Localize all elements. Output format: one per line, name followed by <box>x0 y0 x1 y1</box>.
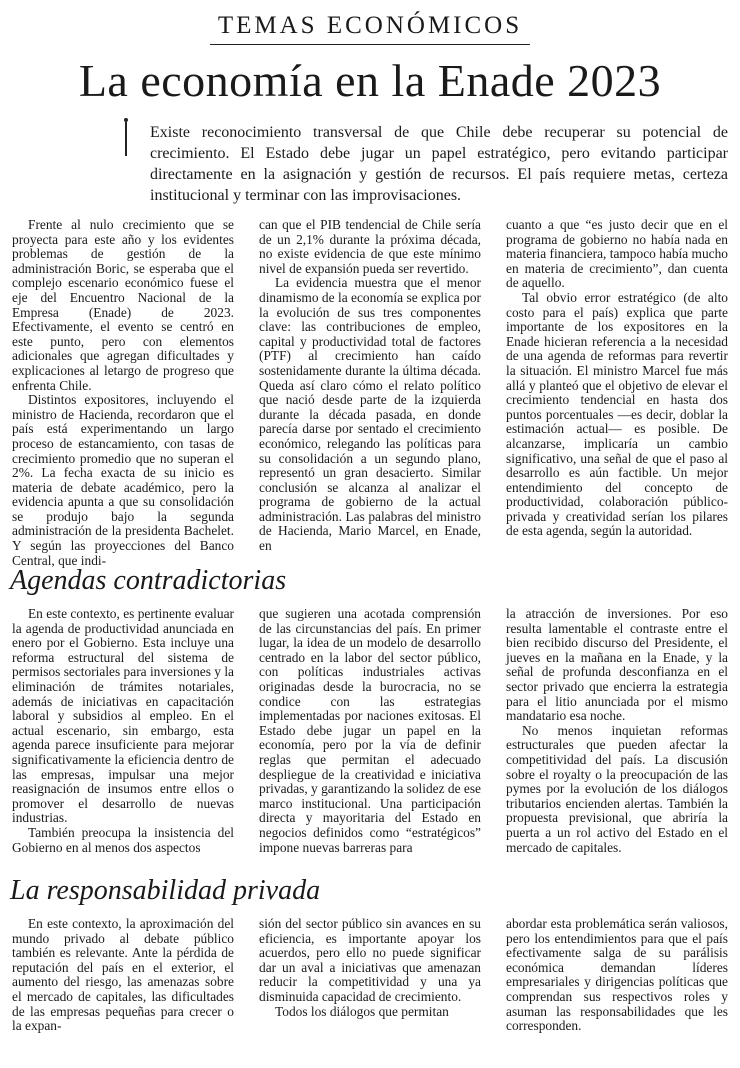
section1-column-2 <box>259 218 481 554</box>
section3-column-1 <box>12 917 234 1034</box>
kicker-underline <box>210 44 530 45</box>
paragraph: sión del sector público sin avances en su eficiencia, es importante apoyar los acuerdos, pero ello no puede significar dar un aval a iniciativas que amenazan reducir la competitividad y una ya disminuida capacidad de crecimiento. <box>259 916 481 1004</box>
headline: La economía en la Enade 2023 <box>78 55 662 106</box>
section3-column-2 <box>259 917 481 1019</box>
subheading-responsabilidad: La responsabilidad privada <box>10 875 321 906</box>
section2-column-2 <box>259 607 481 855</box>
paragraph: cuanto a que “es justo decir que en el programa de gobierno no había nada en materia financiera, tampoco había mucho en materia de crecimiento”, dan cuenta de aquello. <box>506 217 728 291</box>
paragraph: la atracción de inversiones. Por eso resulta lamentable el contraste entre el bien recibido discurso del Presidente, el jueves en la mañana en la Enade, y la señal de profunda desconfianza en el sector privado que encierra la estrategia para el litio anunciada por el mismo mandatario esa noche. <box>506 606 728 724</box>
paragraph: Todos los diálogos que permitan <box>275 1003 449 1019</box>
section3-column-3 <box>506 917 728 1034</box>
paragraph: que sugieren una acotada comprensión de las circunstancias del país. En primer lugar, la idea de un modelo de desarrollo centrado en la labor del sector público, con políticas industriales activas originadas desde la burocracia, no se condice con las estrategias implementadas por naciones exitosas. El Estado debe jugar un papel en la economía, pero por la vía de definir reglas que permitan el adecuado despliegue de la creatividad e iniciativa privadas, y garantizando la solidez de ese marco institucional. Una participación directa y mayoritaria del Estado en negocios definidos como “estratégicos” impone nuevas barreras para <box>259 606 481 855</box>
paragraph: abordar esta problemática serán valiosos, pero los entendimientos para que el país efectivamente salga de su parálisis económica demandan líderes empresariales y dirigencias políticas que comprendan sus respectivos roles y asuman las responsabilidades que les corresponden. <box>506 916 728 1034</box>
paragraph: En este contexto, es pertinente evaluar la agenda de productividad anunciada en enero por el Gobierno. Esta incluye una reforma estructural del sistema de permisos sectoriales para inversiones y la eliminación de trámites notariales, además de iniciativas en capacitación laboral y subsidios al empleo. En el actual escenario, sin embargo, esta agenda parece insuficiente para mejorar significativamente la eficiencia dentro de las empresas, impulsar una mejor reasignación de insumos entre ellos o promover el desarrollo de nuevas industrias. <box>12 606 234 826</box>
section1-column-3 <box>506 218 728 539</box>
paragraph: Distintos expositores, incluyendo el ministro de Hacienda, recordaron que el país está experimentando un largo proceso de estancamiento, con tasas de crecimiento promedio que no superan el 2%. La fecha exacta de su inicio es materia de debate académico, pero la evidencia apunta a que su consolidación se produjo bajo la segunda administración de la presidenta Bachelet. Y según las proyecciones del Banco Central, que indi- <box>12 392 234 568</box>
paragraph: La evidencia muestra que el menor dinamismo de la economía se explica por la evolución de sus tres componentes clave: las contribuciones de empleo, capital y productividad total de factores (PTF) al crecimiento han caído sostenidamente durante la última década. Queda así claro cómo el relato político que nació desde parte de la izquierda durante la década pasada, en donde parecía darse por sentado el crecimiento económico, relegando las políticas para su consolidación a un segundo plano, representó un gran desacierto. Similar conclusión se alcanza al analizar el programa de gobierno de la actual administración. Las palabras del ministro de Hacienda, Mario Marcel, en Enade, en <box>259 275 481 554</box>
lead-marker-icon <box>125 122 127 156</box>
section2-column-1 <box>12 607 234 855</box>
section-kicker: TEMAS ECONÓMICOS <box>217 12 523 39</box>
paragraph: No menos inquietan reformas estructurales que pueden afectar la competitividad del país. La discusión sobre el royalty o la preocupación de las pymes por la evolución de los diálogos tributarios encienden alertas. También la propuesta previsional, que abriría la puerta a un rol activo del Estado en el mercado de capitales. <box>506 722 728 855</box>
paragraph: can que el PIB tendencial de Chile sería de un 2,1% durante la próxima década, no existe evidencia de que este mínimo nivel de expansión pueda ser revertido. <box>259 217 481 276</box>
paragraph: En este contexto, la aproximación del mundo privado al debate público también es relevante. Ante la pérdida de reputación del país en el exterior, el aumento del riesgo, las amenazas sobre el mercado de capitales, las dificultades de las empresas pequeñas para crecer o la expan- <box>12 916 234 1034</box>
paragraph: También preocupa la insistencia del Gobierno en al menos dos aspectos <box>12 824 234 855</box>
section2-column-3 <box>506 607 728 855</box>
paragraph: Tal obvio error estratégico (de alto costo para el país) explica que parte importante de los expositores en la Enade hicieran referencia a la necesidad de una agenda de reformas para revertir la situación. El ministro Marcel fue más allá y planteó que el objetivo de elevar el crecimiento tendencial en hasta dos puntos porcentuales —es decir, doblar la estimación actual— es posible. De alcanzarse, implicaría un cambio significativo, una señal de que el paso al desarrollo es aún factible. Un mejor entendimiento del concepto de productividad, colaboración público-privada y creatividad serían los pilares de esta agenda, según la autoridad. <box>506 289 728 539</box>
lead-paragraph: Existe reconocimiento transversal de que Chile debe recuperar su potencial de crecimiento. El Estado debe jugar un papel estratégico, pero evitando participar directamente en la asignación y gestión de recursos. El país requiere metas, certeza institucional y terminar con las improvisaciones. <box>150 124 728 204</box>
paragraph: Frente al nulo crecimiento que se proyecta para este año y los evidentes problemas de gestión de la administración Boric, se esperaba que el complejo escenario económico fuese el eje del Encuentro Nacional de la Empresa (Enade) de 2023. Efectivamente, el evento se centró en este punto, pero con elementos adicionales que agregan dificultades y explicaciones al letargo de progreso que enfrenta Chile. <box>12 217 234 393</box>
section1-column-1 <box>12 218 234 568</box>
subheading-agendas: Agendas contradictorias <box>10 565 287 596</box>
